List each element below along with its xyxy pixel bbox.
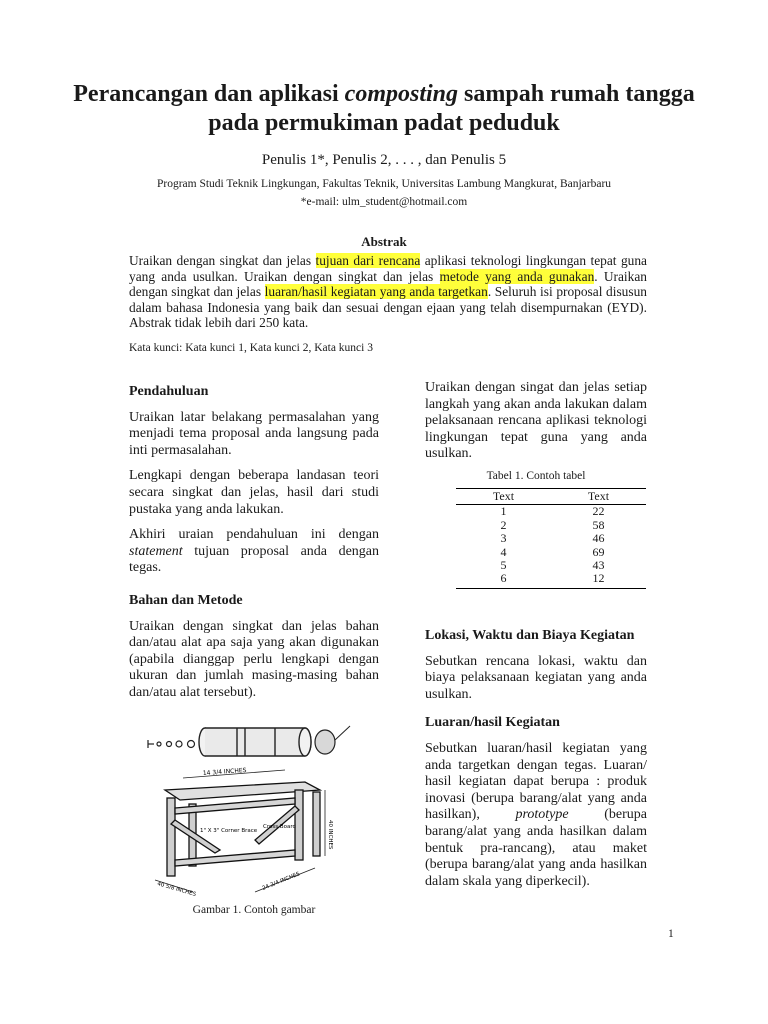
paragraph: Uraikan latar belakang permasalahan yang menjadi tema proposal anda langsung pada inti permasalahan. [129,409,379,458]
contact-email: *e-mail: ulm_student@hotmail.com [300,196,468,208]
figure-corner-label: 1" X 3" Corner Brace [200,828,258,834]
title-text: Perancangan dan aplikasi [73,81,345,107]
right-column-bottom [425,628,647,890]
paragraph-text: (berupa barang/alat yang anda hasilkan dalam bentuk pra-rancang), atau maket (berupa barang/alat yang anda hasilkan dalam skala yang diperkecil). [425,807,647,889]
page-number: 1 [668,928,674,940]
figure-depth2-label: 24 3/4 INCHES [261,871,301,892]
figure-height-label: 40 INCHES [327,820,333,850]
table-cell: 46 [592,531,605,546]
table-row [456,532,646,545]
italic-term: prototype [515,807,569,823]
example-table [456,488,646,589]
table-cell: 4 [500,544,507,559]
figure-depth1-label: 40 5/8 INCHES [156,881,197,898]
table-header-cell: Text [456,489,551,505]
italic-term: statement [129,543,183,559]
figure-width-label: 14 3/4 INCHES [202,766,247,777]
table-cell: 22 [592,504,605,519]
table-row [456,519,646,532]
abstract-text: . Uraikan dengan singkat dan jelas [129,268,647,300]
table-cell: 43 [592,558,605,573]
figure-caption: Gambar 1. Contoh gambar [192,904,316,916]
paragraph-text: Sebutkan luaran/hasil kegiatan yang anda targetkan dengan tegas. Luaran/ hasil kegiatan dapat berupa : produk inovasi (berupa barang/alat yang anda hasilkan), [425,740,647,823]
abstract-heading: Abstrak [361,234,407,249]
abstract-text: . Seluruh isi proposal disusun dalam bahasa Indonesia yang baik dan sesuai dengan ejaan yang telah disempurnakan (EYD). Abstrak tidak lebih dari 250 kata. [129,284,647,331]
abstract-text: Uraikan dengan singkat dan jelas [129,253,316,268]
table-header-row [456,489,646,505]
table-caption: Tabel 1. Contoh tabel [486,470,586,482]
paragraph: Sebutkan rencana lokasi, waktu dan biaya pelaksanaan kegiatan yang anda usulkan. [425,653,647,702]
paragraph-text: Akhiri uraian pendahuluan ini dengan [129,527,379,543]
table-header-cell: Text [551,489,646,505]
paper-title [60,80,708,138]
section-heading-luaran: Luaran/hasil Kegiatan [425,715,560,731]
right-column-top [425,380,647,463]
section-heading-bahan-metode: Bahan dan Metode [129,592,243,608]
table-cell: 6 [456,572,551,588]
abstract-highlight-method: metode yang anda gunakan [439,268,595,284]
abstract-body [129,253,647,331]
section-heading-lokasi: Lokasi, Waktu dan Biaya Kegiatan [425,628,635,643]
table-cell: 69 [592,544,605,559]
title-text-end: sampah rumah tangga pada permukiman padat peduduk [208,81,695,136]
table-row [456,559,646,572]
paragraph: Uraikan dengan singat dan jelas setiap langkah yang akan anda lakukan dalam pelaksanaan rencana aplikasi teknologi lingkungan tepat guna yang anda usulkan. [425,380,647,462]
composting-frame-figure [145,720,355,898]
table-row [456,546,646,559]
paragraph: Uraikan dengan singkat dan jelas bahan dan/atau alat apa saja yang akan digunakan (apabila dianggap perlu lengkapi dengan ukuran dan jumlah masing-masing bahan dan/atau alat tersebut). [129,618,379,700]
table-cell: 1 [500,504,507,519]
abstract-highlight-goal: tujuan dari rencana [315,253,421,268]
table-cell: 3 [500,531,507,546]
paragraph [129,527,379,577]
abstract-highlight-output: luaran/hasil kegiatan yang anda targetkan [264,284,488,300]
keywords: Kata kunci: Kata kunci 1, Kata kunci 2, Kata kunci 3 [129,342,373,354]
title-italic-term: composting [344,81,459,107]
paragraph [425,741,647,890]
table-cell: 12 [551,572,646,588]
affiliation: Program Studi Teknik Lingkungan, Fakultas Teknik, Universitas Lambung Mangkurat, Banjarbaru [156,178,612,190]
table-cell: 2 [500,517,507,532]
paragraph: Lengkapi dengan beberapa landasan teori secara singkat dan jelas, hasil dari studi pustaka yang anda lakukan. [129,468,379,517]
table-row [456,572,646,588]
left-column [129,384,379,702]
table-cell: 5 [500,558,507,573]
figure-cross-label: Cross Board [263,824,296,830]
author-list: Penulis 1*, Penulis 2, . . . , dan Penulis 5 [261,152,507,168]
table-cell: 58 [592,517,605,532]
paragraph-text: tujuan proposal anda dengan tegas. [129,543,379,576]
abstract-text: aplikasi teknologi lingkungan tepat guna yang anda usulkan. Uraikan dengan singkat dan jelas [129,253,647,284]
table-row [456,505,646,519]
section-heading-pendahuluan: Pendahuluan [129,384,209,399]
